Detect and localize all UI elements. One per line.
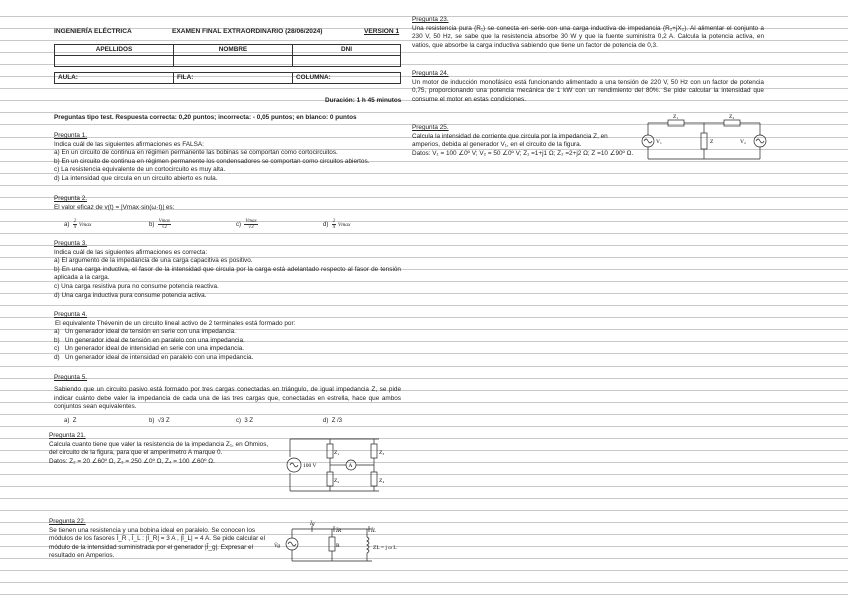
option-b[interactable]: b) Un generador ideal de tensión en paralelo con una impedancia.: [54, 336, 245, 344]
question-title: Pregunta 5.: [54, 374, 88, 381]
question-title: Pregunta 22.: [49, 518, 86, 525]
svg-text:A: A: [348, 463, 353, 469]
question-1: [54, 132, 401, 184]
question-line: Calcula cuanto tiene que valer la resistencia de la impedancia Z₁, en Ohmios,: [49, 440, 269, 448]
student-id-table: [54, 44, 401, 84]
ruled-line: [0, 426, 848, 427]
impedance-z1: [327, 444, 333, 458]
impedance-z2: [724, 120, 740, 126]
option-b[interactable]: b) En una carga inductiva, el fasor de la intensidad que circula por la carga está adelantado respecto al fasor de tensión aplicada a la carga.: [54, 265, 401, 282]
instructions: Preguntas tipo test. Respuesta correcta: 0,20 puntos; incorrecta: - 0,05 puntos; en blanco: 0 puntos: [54, 114, 357, 121]
question-title: Pregunta 21.: [49, 432, 86, 439]
question-line: Calcula la intensidad de corriente que circula por la impedancia Z, en: [412, 132, 608, 140]
ruled-line: [0, 221, 848, 222]
question-stem: Indica cuál de las siguientes afirmaciones es FALSA:: [54, 140, 204, 148]
svg-text:R: R: [336, 543, 340, 549]
question-line: del circuito de la figura, para que el amperímetro A marque 0.: [49, 449, 223, 457]
ruled-line: [0, 474, 848, 475]
dni-field[interactable]: [293, 56, 401, 67]
option-c[interactable]: c) 3 Z: [236, 418, 254, 424]
question-23: [412, 16, 764, 50]
impedance-z1: [668, 120, 684, 126]
question-stem: Sabiendo que un circuito pasivo está formado por tres cargas conectadas en triángulo, de igual impedancia Z, se pide indicar cuánto debe valer la impedancia de cada una de las tres cargas que, conectadas en estrella, hace que ambos conjuntos sean equivalentes.: [54, 386, 401, 411]
column-field[interactable]: COLUMNA:: [293, 73, 401, 84]
question-24: [412, 70, 764, 104]
name-header: NOMBRE: [174, 45, 293, 56]
option-d[interactable]: d) $\frac{2}{\pi}$ Vmax: [323, 219, 351, 230]
svg-text:100 V: 100 V: [303, 463, 317, 469]
name-field[interactable]: [174, 56, 293, 67]
ruled-line: [0, 498, 848, 499]
svg-text:Z: Z: [710, 139, 714, 145]
question-21: [49, 432, 289, 466]
option-a[interactable]: a) En un circuito de continua en régimen permanente las bobinas se comportan como cortocircuitos.: [54, 149, 338, 157]
circuit-figure-25: [636, 113, 772, 163]
option-d[interactable]: d) Una carga inductiva pura consume potencia activa.: [54, 291, 207, 299]
question-line: Datos: V₁ = 100 ∠0º V; V₂ = 50 ∠0º V; Z₁ =1+j1 Ω; Z₂ =2+j2 Ω; Z =10 ∠90º Ω.: [412, 149, 634, 157]
option-b[interactable]: b) En un circuito de continua en régimen permanente los condensadores se comportan como circuitos abiertos.: [54, 157, 370, 165]
department: INGENIERÍA ELÉCTRICA: [54, 28, 132, 35]
impedance-z4: [371, 472, 377, 486]
question-stem: El equivalente Thévenin de un circuito lineal activo de 2 terminales está formado por:: [55, 319, 296, 327]
svg-text:Z₁: Z₁: [673, 114, 679, 120]
inductor-l: [367, 537, 369, 553]
question-25: [412, 124, 644, 158]
svg-text:ZL = j ω L: ZL = j ω L: [373, 545, 397, 551]
svg-text:ĪL: ĪL: [371, 528, 376, 534]
ruled-line: [0, 414, 848, 415]
question-stem: El valor eficaz de v(t) = |Vmax·sin(ω·t)| es:: [54, 203, 175, 211]
row-field[interactable]: FILA:: [174, 73, 293, 84]
question-title: Pregunta 1.: [54, 132, 88, 139]
svg-text:V₂: V₂: [740, 139, 746, 145]
svg-text:Z₁: Z₁: [334, 450, 340, 456]
exam-title: EXAMEN FINAL EXTRAORDINARIO (28/06/2024): [172, 28, 323, 35]
question-4: [54, 311, 401, 363]
ruled-line: [0, 570, 848, 571]
ruled-line: [0, 510, 848, 511]
question-22: [49, 518, 265, 561]
ruled-line: [0, 582, 848, 583]
svg-text:Z₄: Z₄: [379, 478, 385, 484]
question-title: Pregunta 3.: [54, 240, 88, 247]
question-line: Datos: Z₂ = 20 ∠60º Ω, Z₃ = 250 ∠0º Ω, Z₄ = 100 ∠60º Ω.: [49, 457, 215, 465]
ruled-line: [0, 366, 848, 367]
ruled-line: [0, 185, 848, 186]
room-field[interactable]: AULA:: [55, 73, 174, 84]
option-c[interactable]: c) Un generador ideal de intensidad en serie con una impedancia.: [54, 345, 245, 353]
svg-text:Īg: Īg: [310, 521, 315, 527]
question-text: Un motor de inducción monofásico está funcionando alimentado a una tensión de 220 V, 50 Hz con un factor de potencia 0,75, proporcionando una potencia mecánica de 1 kW con un rendimiento del 80%. Se pide calcular la intensidad que consume el motor en estas condiciones.: [412, 78, 764, 103]
option-a[interactable]: a) Z: [64, 418, 77, 424]
duration: Duración: 1 h 45 minutos: [325, 97, 402, 104]
question-2: [54, 195, 401, 212]
option-c[interactable]: c) Una carga resistiva pura no consume potencia reactiva.: [54, 282, 219, 290]
question-3: [54, 240, 401, 300]
option-d[interactable]: d) Z /3: [323, 418, 343, 424]
question-stem: Indica cuál de las siguientes afirmaciones es correcta:: [54, 248, 208, 256]
circuit-figure-22: [272, 519, 412, 569]
question-title: Pregunta 24.: [412, 70, 449, 77]
option-b[interactable]: b) √3 Z: [149, 418, 170, 424]
svg-text:Z₂: Z₂: [334, 478, 340, 484]
question-line: Se tienen una resistencia y una bobina ideal en paralelo. Se conocen los: [49, 526, 256, 534]
version: VERSION 1: [364, 28, 400, 35]
question-line: módulos de los fasores Ī_R , Ī_L : |Ī_R| = 3 A , |Ī_L| = 4 A. Se pide calcular el: [49, 535, 265, 543]
option-d[interactable]: d) La intensidad que circula en un circuito abierto es nula.: [54, 174, 218, 182]
ruled-line: [0, 594, 848, 595]
impedance-z3: [371, 444, 377, 458]
circuit-figure-21: [282, 436, 392, 494]
question-title: Pregunta 23.: [412, 16, 449, 23]
option-a[interactable]: a) Un generador ideal de tensión en serie con una impedancia.: [54, 328, 236, 336]
resistor-r: [329, 537, 335, 551]
question-title: Pregunta 4.: [54, 311, 88, 318]
option-a[interactable]: a) El argumento de la impedancia de una carga capacitiva es positivo.: [54, 257, 253, 265]
option-d[interactable]: d) Un generador ideal de intensidad en paralelo con una impedancia.: [54, 353, 254, 361]
svg-text:ĪR: ĪR: [336, 528, 342, 534]
question-line: amperios, debida al generador V₁, en el circuito de la figura.: [412, 141, 582, 149]
question-text: Una resistencia pura (R₁) se conecta en serie con una carga inductiva de impedancia (R₂+jX₂). Al alimentar el conjunto a 230 V, 50 Hz, se sabe que la resistencia absorbe 30 W y que la fuente suministra 0,2 A. Calcula la potencia activa, en vatios, que absorbe la carga inductiva sabiendo que tiene un factor de potencia de 0,3.: [412, 24, 764, 49]
svg-text:Z₃: Z₃: [379, 450, 385, 456]
impedance-z2: [327, 472, 333, 486]
ruled-line: [0, 305, 848, 306]
option-c[interactable]: c) La resistencia equivalente de un cortocircuito es muy alta.: [54, 166, 226, 174]
option-a[interactable]: a) $\frac{2}{\pi}$ Vmax: [64, 219, 92, 230]
ruled-line: [0, 233, 848, 234]
surnames-field[interactable]: [55, 56, 174, 67]
question-title: Pregunta 25.: [412, 124, 449, 131]
svg-text:Z₂: Z₂: [729, 114, 735, 120]
option-b[interactable]: b) $\frac{Vmax}{√2}$: [149, 219, 171, 230]
surnames-header: APELLIDOS: [55, 45, 174, 56]
option-c[interactable]: c) $\frac{Vmax}{√3}$: [236, 219, 257, 230]
svg-text:V̄g: V̄g: [274, 543, 281, 549]
question-5-title-wrap: [54, 374, 401, 383]
question-title: Pregunta 2.: [54, 195, 88, 202]
impedance-z: [701, 133, 707, 149]
ruled-line: [0, 486, 848, 487]
question-line: resultado en Amperios.: [49, 552, 115, 560]
svg-text:V₁: V₁: [656, 139, 662, 145]
question-5: [54, 386, 401, 412]
dni-header: DNI: [293, 45, 401, 56]
question-line: módulo de la intensidad suministrada por el generador |Ī_g|. Expresar el: [49, 543, 254, 551]
